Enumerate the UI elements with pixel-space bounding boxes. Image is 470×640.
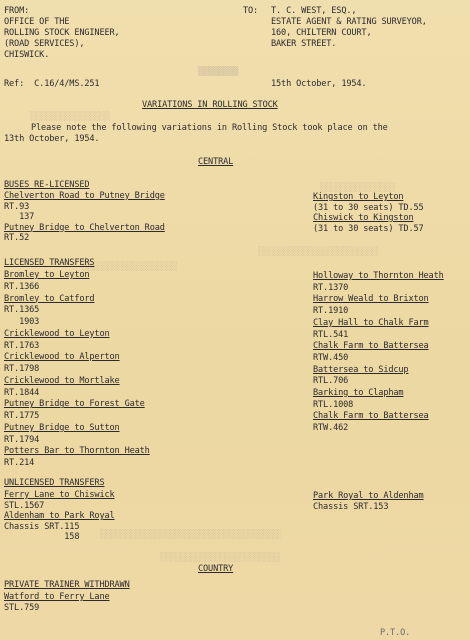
intro-line-1: Please note the following variations in Rolling Stock took place on the xyxy=(31,123,388,133)
show-through-mark: ░░░░░░░░░░░░░░░░ xyxy=(30,112,111,122)
vehicle-line: Chassis SRT.153 xyxy=(313,501,389,512)
vehicle-line: RTL.1008 xyxy=(313,399,354,410)
country-heading: COUNTRY xyxy=(198,564,234,574)
document-title: VARIATIONS IN ROLLING STOCK xyxy=(142,100,278,110)
vehicle-line: RT.1798 xyxy=(4,364,40,374)
vehicle-line: STL.759 xyxy=(4,602,40,613)
address-line: 160, CHILTERN COURT, xyxy=(271,28,372,38)
intro-line-2: 13th October, 1954. xyxy=(4,134,100,144)
vehicle-line: RT.1366 xyxy=(4,281,40,292)
vehicle-line: RTL.541 xyxy=(313,329,349,340)
vehicle-line: 1903 xyxy=(4,317,40,327)
address-line: BAKER STREET. xyxy=(271,39,337,49)
vehicle-line: RT.1365 xyxy=(4,305,40,316)
route-line: Holloway to Thornton Heath xyxy=(313,271,444,281)
to-label: TO: xyxy=(243,6,259,16)
route-line: Park Royal to Aldenham xyxy=(313,491,424,501)
show-through-mark: ░░░░░░░░░░░░░░░░░░░ xyxy=(82,262,178,272)
route-line: Barking to Clapham xyxy=(313,388,404,398)
show-through-mark: ░░░░░░░░░░░░░░░ xyxy=(320,183,396,193)
address-line: ROLLING STOCK ENGINEER, xyxy=(4,28,120,38)
route-line: Ferry Lane to Chiswick xyxy=(4,490,115,500)
route-line: Battersea to Sidcup xyxy=(313,364,409,375)
route-line: Bromley to Catford xyxy=(4,293,95,304)
vehicle-line: RT.52 xyxy=(4,233,30,243)
route-line: Putney Bridge to Sutton xyxy=(4,422,120,433)
route-line: Cricklewood to Leyton xyxy=(4,328,110,339)
route-line: Harrow Weald to Brixton xyxy=(313,294,429,305)
show-through-mark: ░░░░░░░░░░░░░░░░░░░░░░░░░░░░░░░░░░░░ xyxy=(100,530,281,540)
vehicle-line: STL.1567 xyxy=(4,500,45,511)
address-line: ESTATE AGENT & RATING SURVEYOR, xyxy=(271,17,427,27)
vehicle-line: RT.93 xyxy=(4,201,30,212)
vehicle-line: RT.1844 xyxy=(4,387,40,398)
reference: Ref: C.16/4/MS.251 xyxy=(4,79,100,89)
route-line: Cricklewood to Mortlake xyxy=(4,375,120,386)
route-line: Bromley to Leyton xyxy=(4,270,90,280)
central-heading: CENTRAL xyxy=(198,157,234,167)
from-label: FROM: xyxy=(4,6,30,16)
vehicle-line: RTL.706 xyxy=(313,376,349,387)
route-line: Potters Bar to Thornton Heath xyxy=(4,446,150,457)
address-line: T. C. WEST, ESQ., xyxy=(271,6,357,16)
route-line: Cricklewood to Alperton xyxy=(4,352,120,363)
page-turn-note: P.T.O. xyxy=(380,628,411,638)
route-line: Chiswick to Kingston xyxy=(313,213,414,223)
route-line: Clay Hall to Chalk Farm xyxy=(313,317,429,328)
route-line: Watford to Ferry Lane xyxy=(4,592,110,602)
address-line: (ROAD SERVICES), xyxy=(4,39,85,49)
vehicle-line: RTW.462 xyxy=(313,423,349,434)
unlicensed-transfers-heading: UNLICENSED TRANSFERS xyxy=(4,478,105,488)
buses-relicensed-heading: BUSES RE-LICENSED xyxy=(4,180,90,190)
licensed-transfers-heading: LICENSED TRANSFERS xyxy=(4,258,95,268)
vehicle-line: (31 to 30 seats) TD.55 xyxy=(313,202,424,213)
route-line: Chelverton Road to Putney Bridge xyxy=(4,191,165,201)
show-through-mark: ░░░░░░░░░░░░░░░░░░░░░░░░ xyxy=(258,247,379,257)
vehicle-line: RT.1794 xyxy=(4,434,40,445)
vehicle-line: (31 to 30 seats) TD.57 xyxy=(313,223,424,234)
vehicle-line: RT.1763 xyxy=(4,340,40,351)
route-line: Chalk Farm to Battersea xyxy=(313,411,429,422)
show-through-mark: ▒▒▒▒▒▒▒▒ xyxy=(198,67,239,77)
route-line: Aldenham to Park Royal xyxy=(4,511,115,521)
route-line: Chalk Farm to Battersea xyxy=(313,341,429,352)
vehicle-line: Chassis SRT.115 xyxy=(4,521,80,532)
vehicle-line: RT.214 xyxy=(4,458,35,468)
address-line: CHISWICK. xyxy=(4,50,50,60)
show-through-mark: ░░░░░░░░░░░░░░░░░░░░░░░░ xyxy=(160,553,281,563)
route-line: Kingston to Leyton xyxy=(313,192,404,202)
vehicle-line: 137 xyxy=(4,212,35,222)
private-trainer-heading: PRIVATE TRAINER WITHDRAWN xyxy=(4,580,130,590)
vehicle-line: RT.1370 xyxy=(313,282,349,293)
route-line: Putney Bridge to Forest Gate xyxy=(4,399,145,410)
vehicle-line: 158 xyxy=(4,532,80,542)
vehicle-line: RT.1775 xyxy=(4,411,40,421)
address-line: OFFICE OF THE xyxy=(4,17,70,27)
letter-date: 15th October, 1954. xyxy=(271,79,367,89)
route-line: Putney Bridge to Chelverton Road xyxy=(4,222,165,233)
vehicle-line: RTW.450 xyxy=(313,352,349,363)
vehicle-line: RT.1910 xyxy=(313,306,349,317)
